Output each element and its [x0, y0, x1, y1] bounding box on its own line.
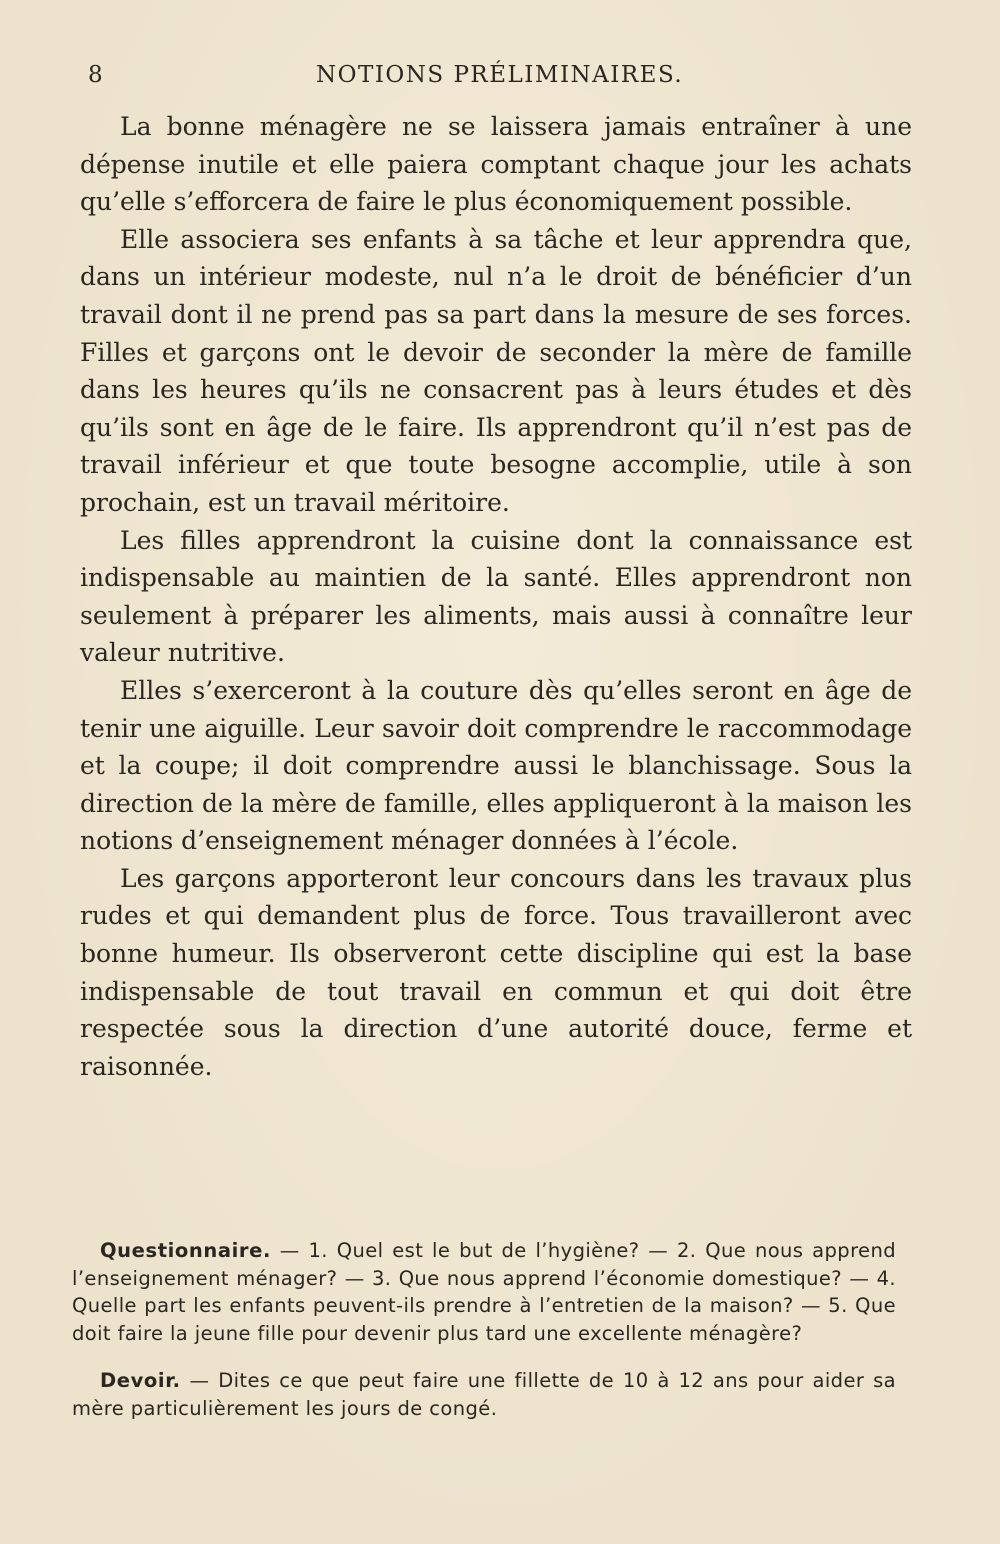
questionnaire-label: Questionnaire. [100, 1239, 271, 1262]
devoir-label: Devoir. [100, 1369, 181, 1393]
questionnaire-text: — 1. Quel est le but de l’hygiène? — 2. Que nous apprend l’enseignement ménager? — 3. Que nous apprend l’économie domestique? — 4. Quelle part les enfants peuvent-ils prendre à l’entretien de la maison? — 5. Que doit faire la jeune fille pour devenir plus tard une excellente ménagère? [72, 1239, 896, 1345]
exercises-section [72, 1237, 896, 1423]
paragraph-children-tasks: Elle associera ses enfants à sa tâche et leur apprendra que, dans un intérieur modeste, nul n’a le droit de bénéficier d’un travail dont il ne prend pas sa part dans la mesure de ses forces. Filles et garçons ont le devoir de seconder la mère de famille dans les heures qu’ils ne consacrent pas à leurs études et dès qu’ils sont en âge de le faire. Ils apprendront qu’il n’est pas de travail inférieur et que toute besogne accomplie, utile à son prochain, est un travail méritoire. [80, 224, 912, 517]
paragraph-girls-cooking: Les filles apprendront la cuisine dont la connaissance est indispensable au maintien de la santé. Elles apprendront non seulement à préparer les aliments, mais aussi à connaître leur valeur nutritive. [80, 525, 912, 668]
page-number: 8 [88, 62, 104, 88]
body-text [80, 108, 912, 1085]
paragraph-girls-sewing: Elles s’exerceront à la couture dès qu’elles seront en âge de tenir une aiguille. Leur savoir doit comprendre le raccommodage et la coupe; il doit comprendre aussi le blanchissage. Sous la direction de la mère de famille, elles appliqueront à la maison les notions d’enseignement ménager données à l’école. [80, 675, 912, 856]
devoir-text: — Dites ce que peut faire une fillette de 10 à 12 ans pour aider sa mère particulièrement les jours de congé. [72, 1369, 896, 1420]
devoir [72, 1367, 896, 1422]
questionnaire [72, 1237, 896, 1347]
running-title: NOTIONS PRÉLIMINAIRES. [316, 62, 684, 88]
paragraph-budget: La bonne ménagère ne se laissera jamais entraîner à une dépense inutile et elle paiera comptant chaque jour les achats qu’elle s’efforcera de faire le plus économiquement possible. [80, 112, 912, 217]
page-header [88, 62, 928, 96]
paragraph-boys-work: Les garçons apporteront leur concours dans les travaux plus rudes et qui demandent plus de force. Tous travailleront avec bonne humeur. Ils observeront cette discipline qui est la base indispensable de tout travail en commun et qui doit être respectée sous la direction d’une autorité douce, ferme et raisonnée. [80, 863, 912, 1081]
